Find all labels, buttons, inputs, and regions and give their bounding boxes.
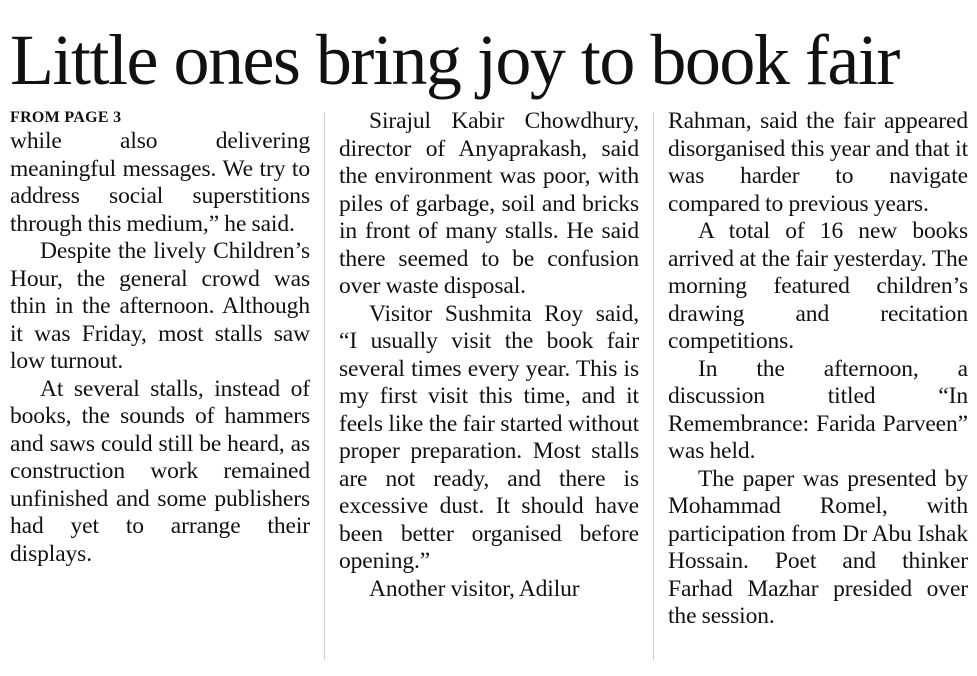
paragraph: In the afternoon, a discussion titled “In Remembrance: Farida Parveen” was held. [668, 355, 968, 464]
column-divider [324, 112, 325, 660]
paragraph: Despite the lively Children’s Hour, the general crowd was thin in the afternoon. Although it was Friday, most stalls saw low turnout. [10, 238, 310, 374]
paragraph: Another visitor, Adilur [369, 575, 580, 602]
article-column-2 [339, 108, 639, 668]
paragraph: Sirajul Kabir Chowdhury, director of Anyaprakash, said the environment was poor, with piles of garbage, soil and bricks in front of many stalls. He said there seemed to be confusion over waste disposal. [339, 108, 639, 299]
paragraph: Rahman, said the fair appeared disorganised this year and that it was harder to navigate compared to previous years. [668, 108, 968, 217]
paragraph: while also delivering meaningful messages. We try to address social superstitions through this medium,” he said. [10, 128, 310, 237]
article-body [10, 108, 968, 668]
paragraph: At several stalls, instead of books, the sounds of hammers and saws could still be heard, as construction work remained unfinished and some publishers had yet to arrange their displays. [10, 375, 310, 567]
continued-from-label: FROM PAGE 3 [10, 109, 122, 126]
paragraph: The paper was presented by Mohammad Romel, with participation from Dr Abu Ishak Hossain. Poet and thinker Farhad Mazhar presided over the session. [668, 465, 968, 629]
article-column-3 [668, 108, 968, 668]
column-divider [653, 112, 654, 660]
paragraph: A total of 16 new books arrived at the fair yesterday. The morning featured children’s drawing and recitation competitions. [668, 218, 968, 354]
paragraph: Visitor Sushmita Roy said, “I usually visit the book fair several times every year. This is my first visit this time, and it feels like the fair started without proper preparation. Most stalls are not ready, and there is excessive dust. It should have been better organised before opening.” [339, 300, 639, 574]
headline: Little ones bring joy to book fair [10, 20, 899, 100]
article-column-1 [10, 108, 310, 668]
